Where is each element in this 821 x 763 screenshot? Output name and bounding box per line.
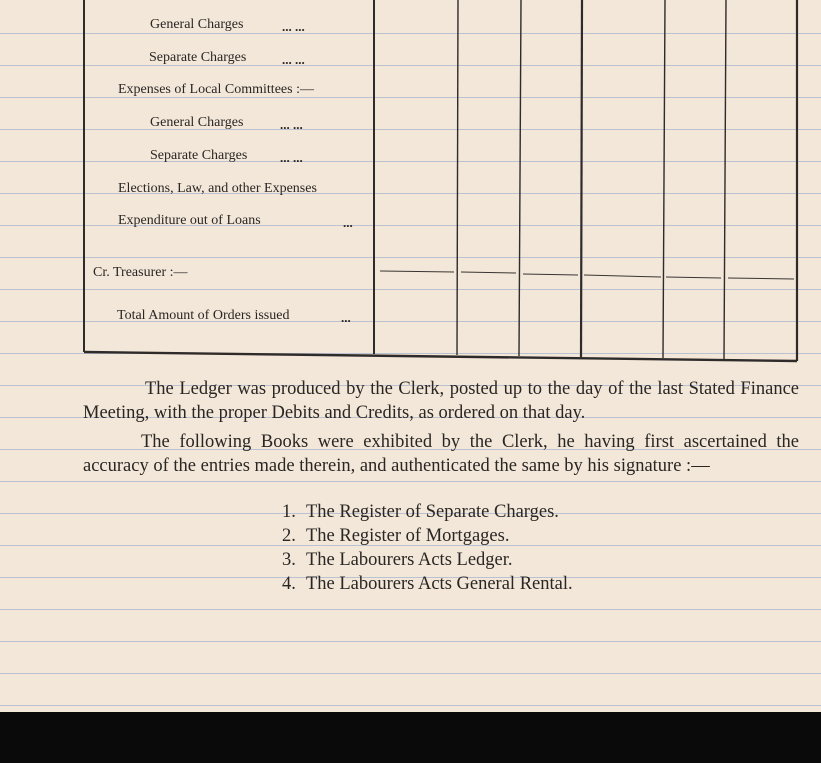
row-leader-dots: ... bbox=[343, 215, 353, 230]
row-label-separate-charges-2: Separate Charges bbox=[150, 148, 248, 163]
row-label-total-orders: Total Amount of Orders issued bbox=[117, 308, 290, 323]
list-item-title: The Register of Mortgages. bbox=[306, 526, 510, 546]
row-label-general-charges-1: General Charges bbox=[150, 17, 244, 32]
row-leader-dots: ... ... bbox=[282, 52, 305, 67]
list-item bbox=[282, 548, 573, 572]
list-item-title: The Register of Separate Charges. bbox=[306, 502, 559, 522]
list-item-number: 2. bbox=[282, 526, 296, 546]
list-item bbox=[282, 524, 573, 548]
list-item bbox=[282, 572, 573, 596]
row-label-cr-treasurer: Cr. Treasurer :— bbox=[93, 265, 188, 280]
books-list bbox=[282, 500, 573, 596]
list-item-title: The Labourers Acts General Rental. bbox=[306, 574, 573, 594]
row-leader-dots: ... bbox=[341, 310, 351, 325]
row-label-separate-charges-1: Separate Charges bbox=[149, 50, 247, 65]
list-item-number: 4. bbox=[282, 574, 296, 594]
list-item-number: 3. bbox=[282, 550, 296, 570]
row-leader-dots: ... ... bbox=[282, 19, 305, 34]
row-label-local-committees: Expenses of Local Committees :— bbox=[118, 82, 314, 97]
row-label-general-charges-2: General Charges bbox=[150, 115, 244, 130]
row-label-expenditure-loans: Expenditure out of Loans bbox=[118, 213, 261, 228]
row-leader-dots: ... ... bbox=[280, 117, 303, 132]
list-item bbox=[282, 500, 573, 524]
list-item-number: 1. bbox=[282, 502, 296, 522]
paragraph-ledger-produced: The Ledger was produced by the Clerk, posted up to the day of the last Stated Finance Meeting, with the proper Debits and Credits, as ordered on that day. bbox=[83, 379, 799, 423]
paragraph-books-exhibited: The following Books were exhibited by the Clerk, he having first ascertained the accuracy of the entries made therein, and authenticated the same by his signature :— bbox=[83, 432, 799, 476]
row-leader-dots: ... ... bbox=[280, 150, 303, 165]
list-item-title: The Labourers Acts Ledger. bbox=[306, 550, 513, 570]
row-label-elections-law: Elections, Law, and other Expenses bbox=[118, 181, 317, 196]
